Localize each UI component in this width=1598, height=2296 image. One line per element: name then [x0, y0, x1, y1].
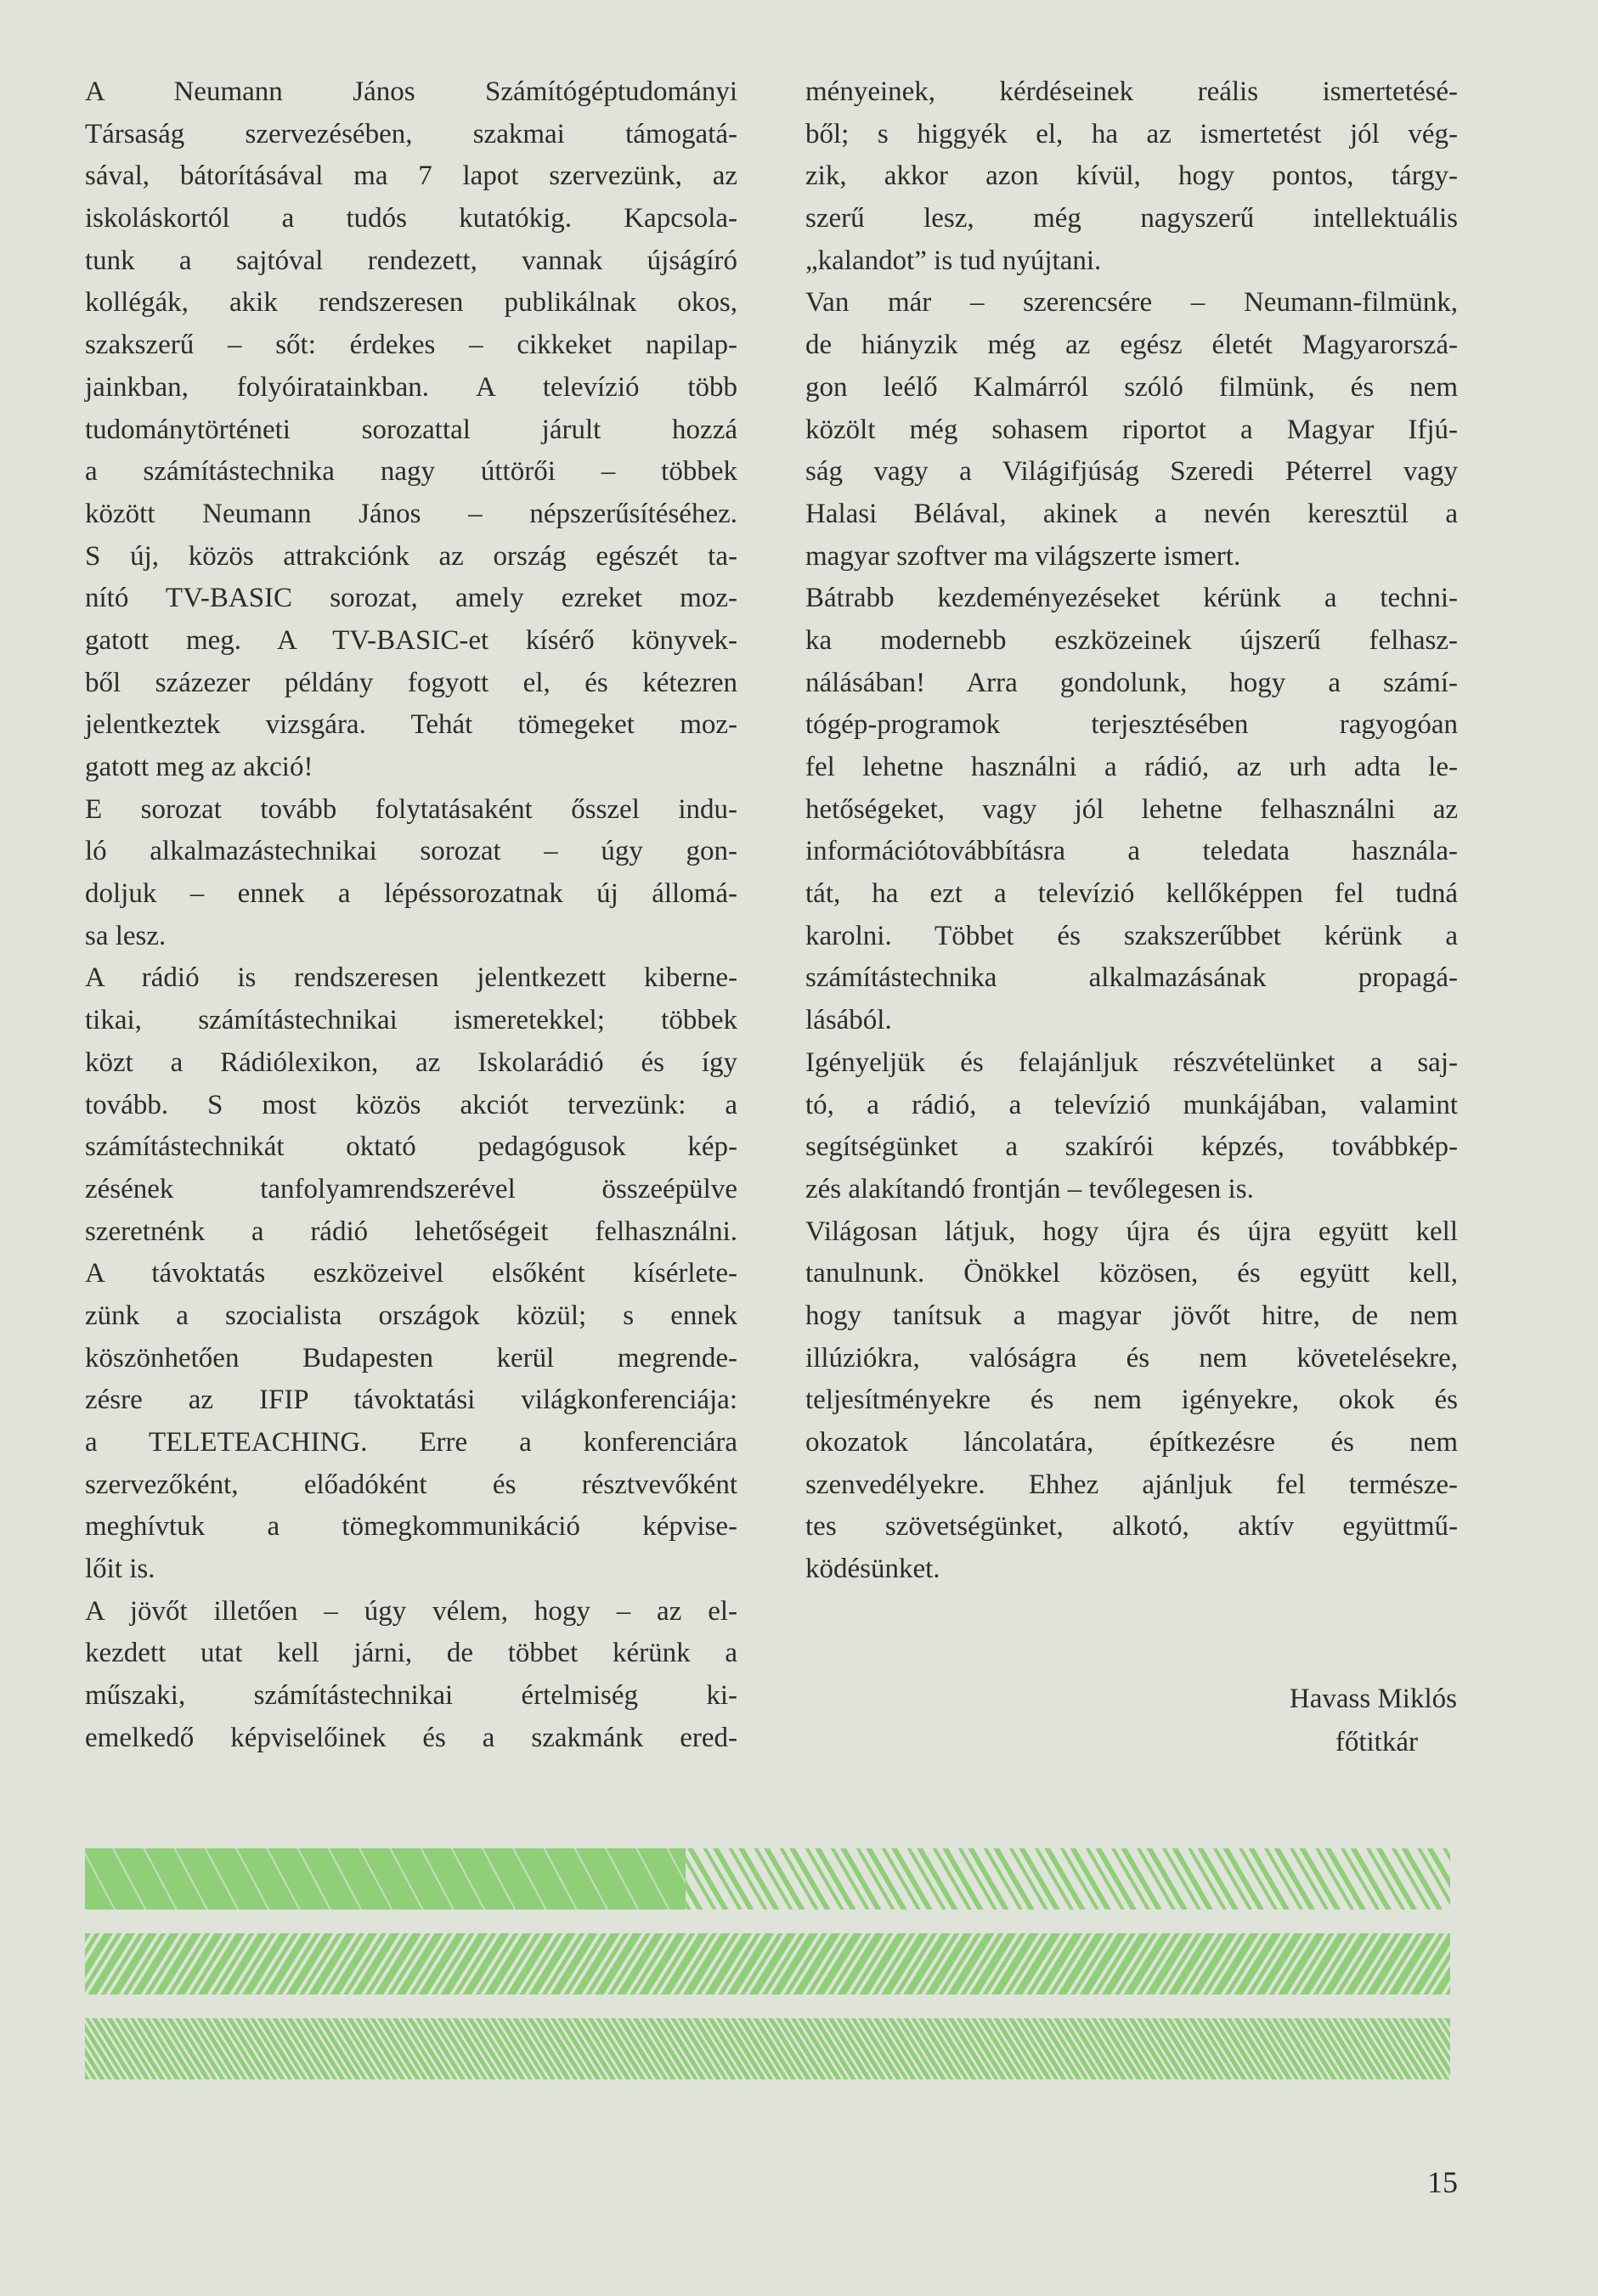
text-line: teljesítményekre és nem igényekre, okok és	[805, 1385, 1458, 1416]
paragraph	[85, 1591, 737, 1760]
text-line: kollégák, akik rendszeresen publikálnak okos,	[85, 287, 737, 319]
text-line: fel lehetne használni a rádió, az urh adta le-	[805, 752, 1458, 782]
text-line: A jövőt illetően – úgy vélem, hogy – az el-	[85, 1595, 737, 1627]
paragraph	[805, 71, 1458, 282]
text-line: nálásában! Arra gondolunk, hogy a számí-	[805, 667, 1458, 698]
decorative-stripe-band	[85, 1933, 1450, 1994]
text-line: A távoktatás eszközeivel elsőként kísérlete-	[85, 1258, 737, 1289]
text-line: szakszerű – sőt: érdekes – cikkeket napilap-	[85, 330, 737, 361]
text-line: jelentkeztek vizsgára. Tehát tömegeket moz-	[85, 709, 737, 741]
text-line: S új, közös attrakciónk az ország egészét ta-	[85, 540, 737, 572]
text-line: tó, a rádió, a televízió munkájában, valamint	[805, 1089, 1458, 1120]
text-line: A rádió is rendszeresen jelentkezett kiberne-	[85, 962, 737, 994]
text-line: köszönhetően Budapesten kerül megrende-	[85, 1342, 737, 1374]
text-line: szenvedélyekre. Ehhez ajánljuk fel természe-	[805, 1469, 1458, 1500]
text-line: szerű lesz, még nagyszerű intellektuális	[805, 203, 1458, 234]
text-line: doljuk – ennek a lépéssorozatnak új állomá-	[85, 878, 737, 910]
text-line: iskoláskortól a tudós kutatókig. Kapcsola-	[85, 203, 737, 234]
paragraph	[85, 957, 737, 1590]
text-line: tudománytörténeti sorozattal járult hozzá	[85, 414, 737, 445]
text-line: ság vagy a Világifjúság Szeredi Péterrel vagy	[805, 456, 1458, 488]
text-line: hetőségeket, vagy jól lehetne felhasználni az	[805, 793, 1458, 825]
text-line: számítástechnikát oktató pedagógusok kép-	[85, 1131, 737, 1163]
text-line: karolni. Többet és szakszerűbbet kérünk a	[805, 920, 1458, 951]
text-line: között Neumann János – népszerűsítéséhez.	[85, 498, 737, 529]
text-line: szeretnénk a rádió lehetőségeit felhasználni.	[85, 1216, 737, 1247]
text-line: a számítástechnika nagy úttörői – többek	[85, 456, 737, 488]
paragraph	[805, 1211, 1458, 1591]
text-line: nító TV-BASIC sorozat, amely ezreket moz-	[85, 583, 737, 614]
text-line: zés alakítandó frontján – tevőlegesen is.	[805, 1173, 1254, 1204]
text-line: tanulnunk. Önökkel közösen, és együtt kell,	[805, 1258, 1458, 1289]
text-line: ködésünket.	[805, 1554, 940, 1585]
text-line: segítségünket a szakírói képzés, továbbkép-	[805, 1131, 1458, 1163]
text-line: gon leélő Kalmárról szóló filmünk, és nem	[805, 371, 1458, 403]
text-line: Világosan látjuk, hogy újra és újra együtt kell	[805, 1216, 1458, 1247]
text-line: A Neumann János Számítógéptudományi	[85, 76, 737, 107]
article-column-left	[85, 71, 737, 1760]
text-line: tógép-programok terjesztésében ragyogóan	[805, 709, 1458, 741]
text-line: közt a Rádiólexikon, az Iskolarádió és így	[85, 1046, 737, 1078]
text-line: Van már – szerencsére – Neumann-filmünk,	[805, 287, 1458, 319]
text-line: ka modernebb eszközeinek újszerű felhasz-	[805, 624, 1458, 656]
text-line: ből százezer példány fogyott el, és kétezren	[85, 667, 737, 698]
text-line: műszaki, számítástechnikai értelmiség ki-	[85, 1680, 737, 1712]
text-line: kezdett utat kell járni, de többet kérünk a	[85, 1638, 737, 1669]
page-number: 15	[1427, 2165, 1458, 2199]
paragraph	[85, 71, 737, 789]
text-line: számítástechnika alkalmazásának propagá-	[805, 962, 1458, 994]
text-line: emelkedő képviselőinek és a szakmánk ered-	[85, 1722, 737, 1753]
text-line: Bátrabb kezdeményezéseket kérünk a techni-	[805, 583, 1458, 614]
text-line: sával, bátorításával ma 7 lapot szervezünk, az	[85, 161, 737, 192]
text-line: E sorozat tovább folytatásaként ősszel indu-	[85, 793, 737, 825]
text-line: ből; s higgyék el, ha az ismertetést jól vég-	[805, 118, 1458, 149]
text-line: Társaság szervezésében, szakmai támogatá-	[85, 118, 737, 149]
text-line: meghívtuk a tömegkommunikáció képvise-	[85, 1511, 737, 1543]
text-line: a TELETEACHING. Erre a konferenciára	[85, 1427, 737, 1458]
signature-title: főtitkár	[1335, 1727, 1418, 1757]
text-line: zésének tanfolyamrendszerével összeépülve	[85, 1173, 737, 1204]
text-line: tovább. S most közös akciót tervezünk: a	[85, 1089, 737, 1120]
text-line: de hiányzik még az egész életét Magyarorszá-	[805, 330, 1458, 361]
paragraph	[805, 578, 1458, 1042]
article-column-right	[805, 71, 1458, 1591]
text-line: hogy tanítsuk a magyar jövőt hitre, de nem	[805, 1300, 1458, 1331]
decorative-stripe-band	[85, 2018, 1450, 2079]
text-line: zésre az IFIP távoktatási világkonferenciája:	[85, 1385, 737, 1416]
text-line: lásából.	[805, 1005, 892, 1036]
text-line: gatott meg. A TV-BASIC-et kísérő könyvek-	[85, 624, 737, 656]
text-line: Halasi Bélával, akinek a nevén keresztül a	[805, 498, 1458, 529]
text-line: zik, akkor azon kívül, hogy pontos, tárgy-	[805, 161, 1458, 192]
text-line: „kalandot” is tud nyújtani.	[805, 245, 1102, 276]
text-line: tes szövetségünket, alkotó, aktív együttmű-	[805, 1511, 1458, 1543]
text-line: ló alkalmazástechnikai sorozat – úgy gon-	[85, 836, 737, 867]
text-line: zünk a szocialista országok közül; s ennek	[85, 1300, 737, 1331]
text-line: illúziókra, valóságra és nem követelésekre,	[805, 1342, 1458, 1374]
text-line: okozatok láncolatára, építkezésre és nem	[805, 1427, 1458, 1458]
text-line: magyar szoftver ma világszerte ismert.	[805, 540, 1241, 572]
text-line: információtovábbításra a teledata használa-	[805, 836, 1458, 867]
text-line: közölt még sohasem riportot a Magyar Ifjú-	[805, 414, 1458, 445]
text-line: Igényeljük és felajánljuk részvételünket a saj-	[805, 1046, 1458, 1078]
text-line: jainkban, folyóiratainkban. A televízió több	[85, 371, 737, 403]
text-line: tát, ha ezt a televízió kellőképpen fel tudná	[805, 878, 1458, 910]
text-line: tikai, számítástechnikai ismeretekkel; többek	[85, 1005, 737, 1036]
paragraph	[805, 1042, 1458, 1211]
text-line: gatott meg az akció!	[85, 752, 313, 782]
paragraph	[805, 282, 1458, 578]
text-line: sa lesz.	[85, 920, 167, 951]
text-line: ményeinek, kérdéseinek reális ismertetésé-	[805, 76, 1458, 107]
text-line: lőit is.	[85, 1554, 155, 1585]
text-line: tunk a sajtóval rendezett, vannak újságíró	[85, 245, 737, 276]
text-line: szervezőként, előadóként és résztvevőként	[85, 1469, 737, 1500]
paragraph	[85, 789, 737, 958]
signature-name: Havass Miklós	[1289, 1684, 1457, 1714]
decorative-stripe-band	[85, 1848, 1450, 1910]
